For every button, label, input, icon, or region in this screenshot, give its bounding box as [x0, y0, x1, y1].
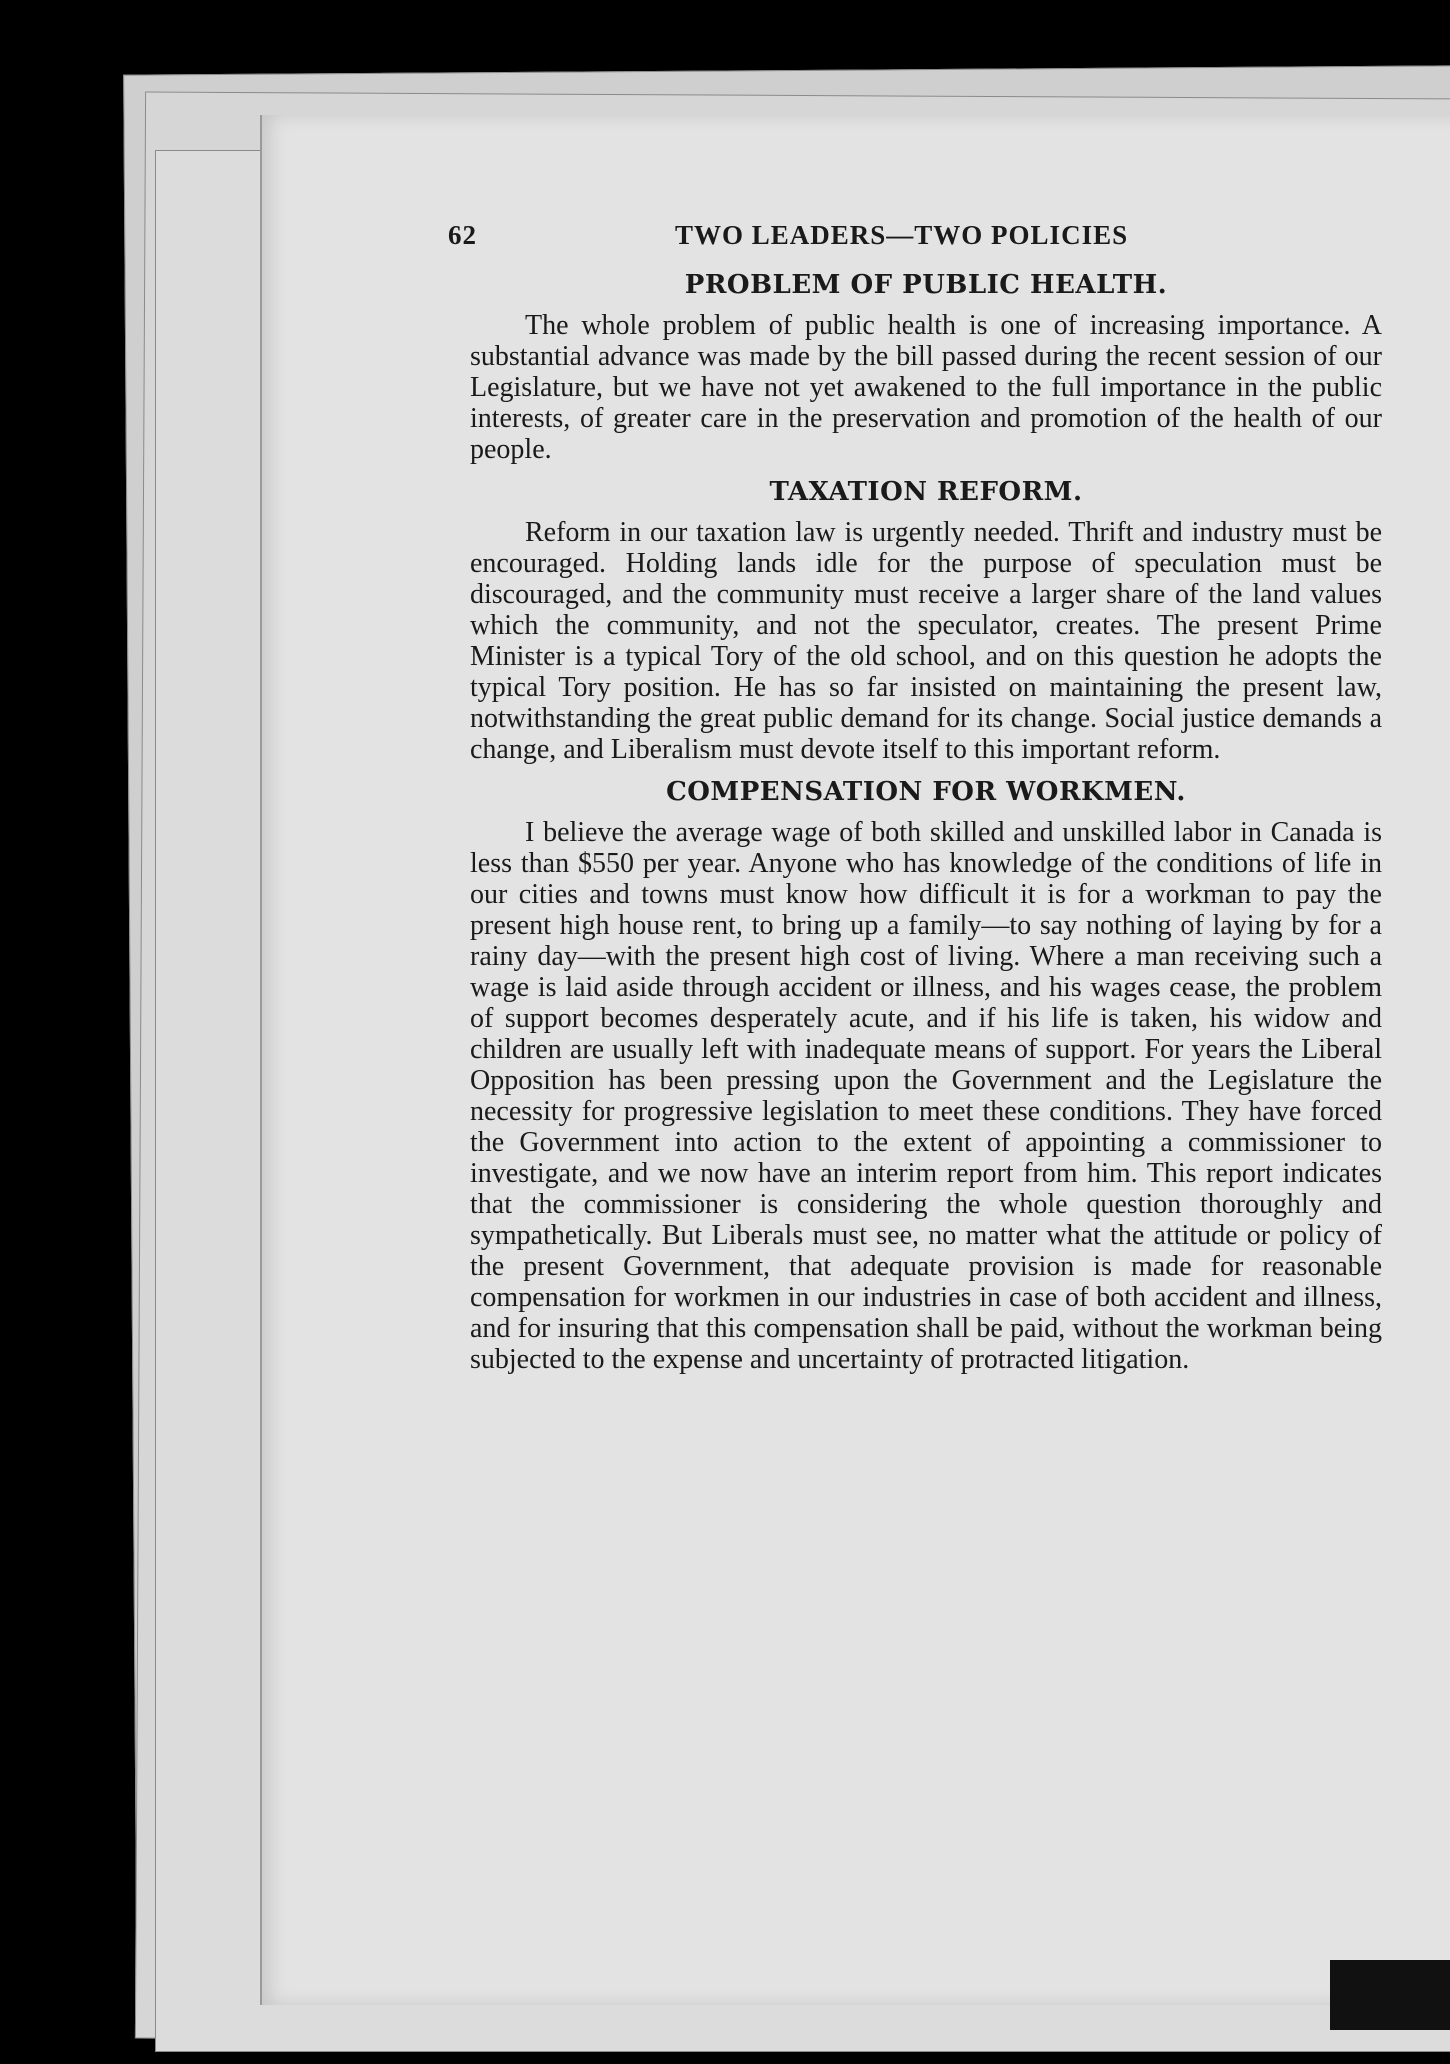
- running-title: TWO LEADERS—TWO POLICIES: [675, 220, 1129, 250]
- section-text-public-health: The whole problem of public health is one of increasing importance. A substantial advance was made by the bill passed during the recent session of our Legislature, but we have not yet awakened to the full importance in the public interests, of greater care in the preservation and promotion of the health of our people.: [470, 310, 1382, 465]
- running-head: [448, 218, 1382, 258]
- section-text-taxation-reform: Reform in our taxation law is urgently needed. Thrift and industry must be encouraged. Holding lands idle for the purpose of speculation must be discouraged, and the community must receive a larger share of the land values which the community, and not the speculator, creates. The present Prime Minister is a typical Tory of the old school, and on this question he adopts the typical Tory position. He has so far insisted on maintaining the present law, notwithstanding the great public demand for its change. Social justice demands a change, and Liberalism must devote itself to this important reform.: [470, 517, 1382, 765]
- book-binding: [1330, 1960, 1450, 2030]
- page-number: 62: [448, 220, 477, 250]
- section-heading-public-health: PROBLEM OF PUBLIC HEALTH.: [684, 270, 1168, 300]
- section-text-workmen-compensation: I believe the average wage of both skilled and unskilled labor in Canada is less than $550 per year. Anyone who has knowledge of the conditions of life in our cities and towns must know how difficult it is for a workman to pay the present high house rent, to bring up a family—to say nothing of laying by for a rainy day—with the present high cost of living. Where a man receiving such a wage is laid aside through accident or illness, and his wages cease, the problem of support becomes desperately acute, and if his life is taken, his widow and children are usually left with inadequate means of support. For years the Liberal Opposition has been pressing upon the Government and the Legislature the necessity for progressive legislation to meet these conditions. They have forced the Government into action to the extent of appointing a commissioner to investigate, and we now have an interim report from him. This report indicates that the commissioner is considering the whole question thoroughly and sympathetically. But Liberals must see, no matter what the attitude or policy of the present Government, that adequate provision is made for reasonable compensation for workmen in our industries in case of both accident and illness, and for insuring that this compensation shall be paid, without the workman being subjected to the expense and uncertainty of protracted litigation.: [470, 817, 1382, 1375]
- section-heading-taxation-reform: TAXATION REFORM.: [769, 477, 1083, 507]
- section-heading-workmen-compensation: COMPENSATION FOR WORKMEN.: [666, 777, 1186, 807]
- page-content: [448, 218, 1382, 1385]
